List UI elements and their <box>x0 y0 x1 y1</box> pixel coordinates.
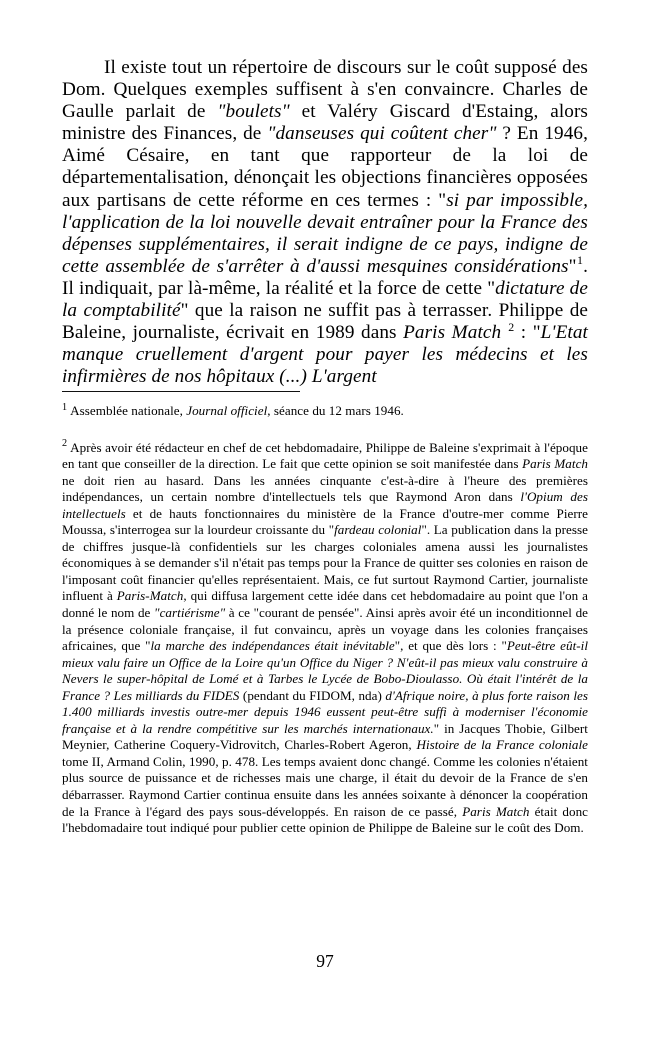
page-number: 97 <box>316 951 334 971</box>
body-paragraph: Il existe tout un répertoire de discours sur le coût supposé des Dom. Quelques exemples suffisent à s'en convaincre. Charles de Gaulle parlait de "boulets" et Valéry Giscard d'Estaing, alors ministre des Finances, de "danseuses qui coûtent cher" ? En 1946, Aimé Césaire, en tant que rapporteur de la loi de départementalisation, dénonçait les objections financières opposées aux partisans de cette réforme en ces termes : "si par impossible, l'application de la loi nouvelle devait entraîner pour la France des dépenses supplémentaires, il serait indigne de ce pays, indigne de cette assemblée de s'arrêter à d'aussi mesquines considérations"$^1$. Il indiquait, par là-même, la réalité et la force de cette "dictature de la comptabilité" que la raison ne suffit pas à terrasser. Philippe de Baleine, journaliste, écrivait en 1989 dans Paris Match $^2$ : "L'Etat manque cruellement d'argent pour payer les médecins et les infirmières de nos hôpitaux (...) L'argent <box>62 57 589 388</box>
footnote-1-marker: 1 <box>62 401 68 413</box>
footnote-1-text: Assemblée nationale, Journal officiel, séance du 12 mars 1946. <box>70 403 404 418</box>
body-text-block <box>62 57 588 388</box>
footnote-2-text: Après avoir été rédacteur en chef de cet hebdomadaire, Philippe de Baleine s'exprimait à l'époque en tant que conseiller de la direction. Le fait que cette opinion se soit manifestée dans Paris Match ne doit rien au hasard. Dans les années cinquante c'est-à-dire à l'heure des premières indépendances, un certain nombre d'intellectuels tels que Raymond Aron dans l'Opium des intellectuels et de hauts fonctionnaires du ministère de la France d'outre-mer comme Pierre Moussa, s'interrogea sur la lourdeur croissante du "fardeau colonial". La publication dans la presse de chiffres jusque-là confidentiels sur les charges coloniales amena aussi les journalistes économiques à se demander s'il n'était pas temps pour la France de quitter ses colonies en raison de l'imposant coût financier qu'elles représentaient. Mais, ce fut surtout Raymond Cartier, journaliste influent à Paris-Match, qui diffusa largement cette idée dans cet hebdomadaire au point que l'on a donné le nom de "cartiérisme" à ce "courant de pensée". Ainsi après avoir été un inconditionnel de la présence coloniale française, il fut convaincu, après un voyage dans les colonies françaises africaines, que "la marche des indépendances était inévitable", et que dès lors : "Peut-être eût-il mieux valu faire un Office de la Loire qu'un Office du Niger ? N'eût-il pas mieux valu construire à Nevers le super-hôpital de Lomé et à Tarbes le Lycée de Bobo-Dioulasso. Où était l'intérêt de la France ? Les milliards du FIDES (pendant du FIDOM, nda) d'Afrique noire, à plus forte raison les 1.400 milliards investis outre-mer depuis 1946 eussent peut-être suffi à moderniser l'économie française et à la rendre compétitive sur les marchés internationaux." in Jacques Thobie, Gilbert Meynier, Catherine Coquery-Vidrovitch, Charles-Robert Ageron, Histoire de la France coloniale tome II, Armand Colin, 1990, p. 478. Les temps avaient donc changé. Comme les colonies n'étaient plus source de puissance et de richesses mais une charge, il était du devoir de la France de s'en débarrasser. Raymond Cartier continua ensuite dans les années soixante à dénoncer la coopération de la France à l'égard des pays sous-développés. En raison de ce passé, Paris Match était donc l'hebdomadaire tout indiqué pour publier cette opinion de Philippe de Baleine sur le coût des Dom. <box>62 439 589 836</box>
footnote-2-marker: 2 <box>62 438 68 450</box>
footnote-2 <box>62 440 588 837</box>
footnote-separator-rule <box>62 391 300 392</box>
footnote-1 <box>62 403 588 420</box>
footnote-area <box>62 403 588 837</box>
